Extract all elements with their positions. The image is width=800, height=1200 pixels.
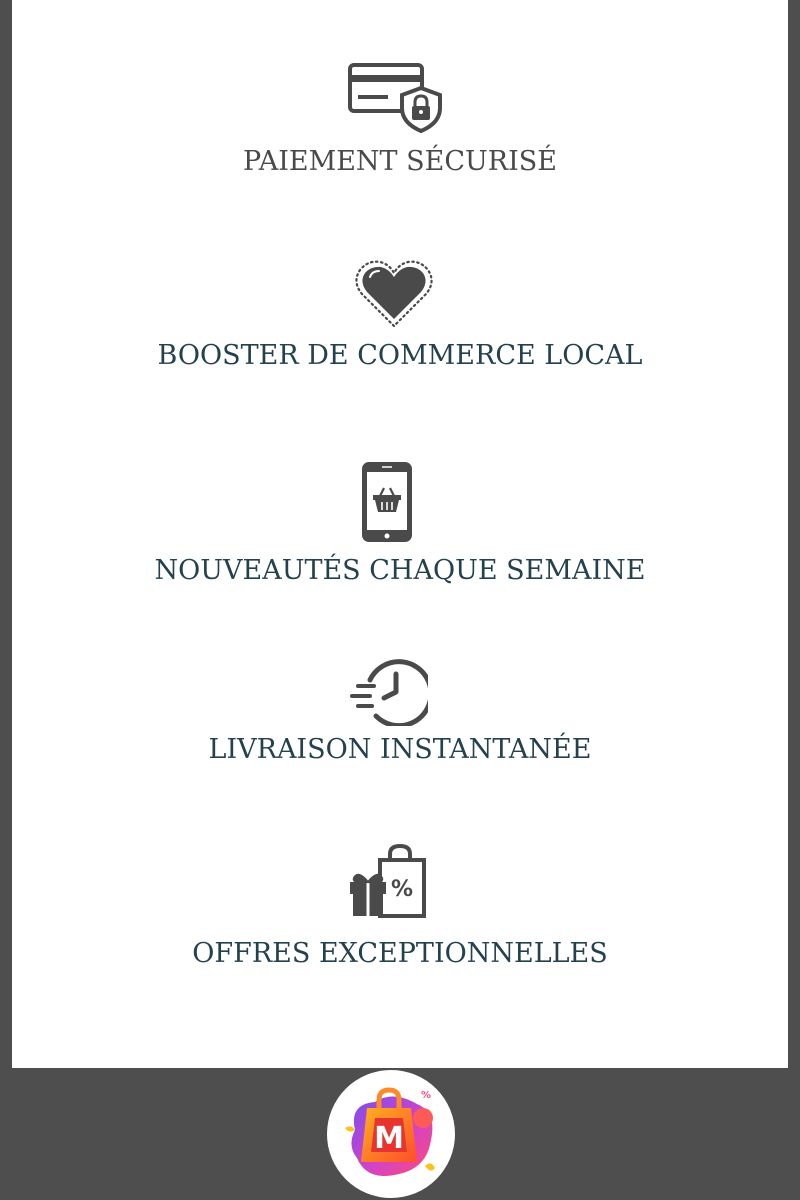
feature-label: OFFRES EXCEPTIONNELLES [192, 938, 608, 969]
feature-label: BOOSTER DE COMMERCE LOCAL [157, 340, 643, 371]
feature-label: LIVRAISON INSTANTANÉE [208, 734, 592, 765]
features-panel [12, 0, 788, 1068]
feature-label: PAIEMENT SÉCURISÉ [243, 146, 557, 177]
feature-label: NOUVEAUTÉS CHAQUE SEMAINE [154, 555, 646, 586]
svg-text:%: % [390, 877, 414, 902]
gift-bag-percent-icon [348, 842, 430, 920]
shopping-bag-logo-icon [327, 1070, 455, 1198]
feature-exceptional-offers [12, 0, 788, 1000]
logo-letter: M [374, 1121, 404, 1156]
app-logo[interactable] [327, 1070, 455, 1198]
svg-text:%: % [421, 1090, 432, 1101]
